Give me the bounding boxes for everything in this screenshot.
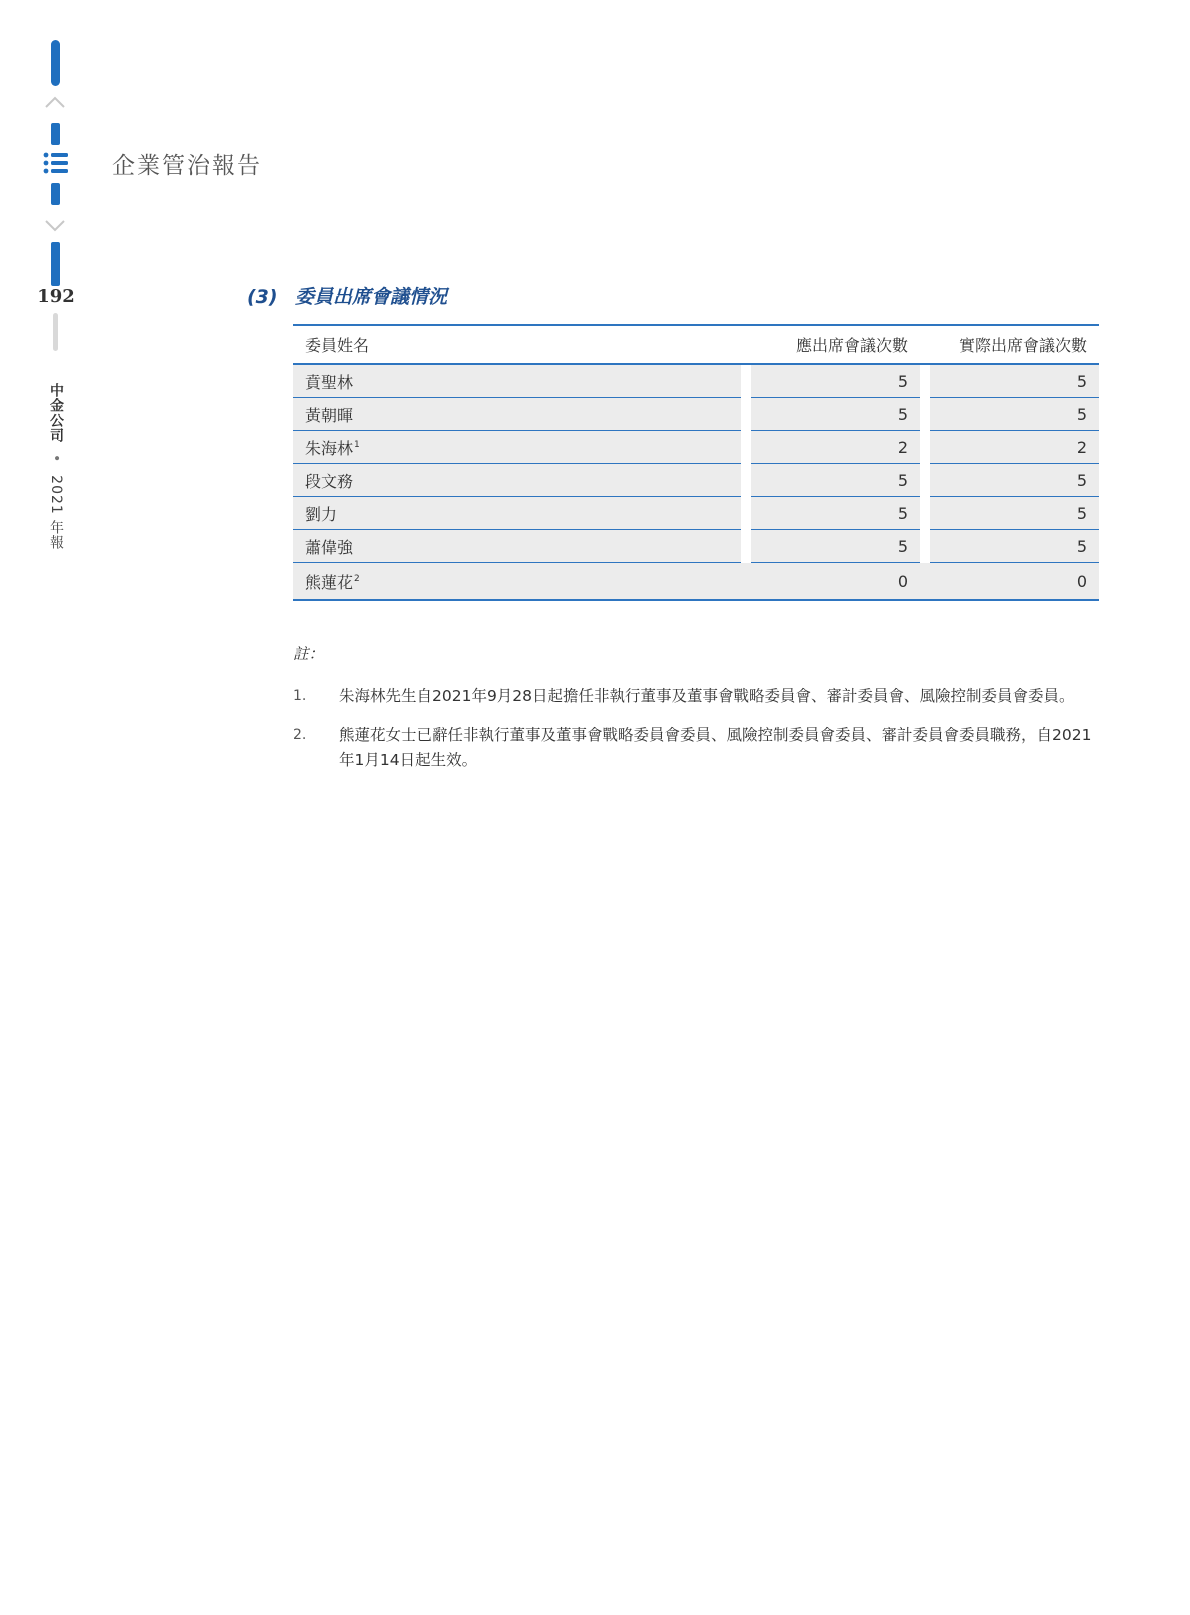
column-gap <box>920 497 930 530</box>
member-name: 熊蓮花 <box>305 572 354 592</box>
column-gap <box>741 530 751 563</box>
member-name: 賁聖林 <box>305 372 354 392</box>
nav-bar-segment <box>51 183 60 205</box>
required-count-cell: 5 <box>751 398 920 431</box>
member-name-cell <box>293 431 741 464</box>
column-gap <box>741 324 751 365</box>
attended-count-cell: 5 <box>930 365 1099 398</box>
navigation-rail <box>0 0 110 1615</box>
required-count-cell: 5 <box>751 365 920 398</box>
column-header-name: 委員姓名 <box>293 324 741 365</box>
column-gap <box>741 563 751 601</box>
attended-count-cell: 5 <box>930 398 1099 431</box>
nav-bar-segment <box>51 123 60 145</box>
member-name-cell <box>293 464 741 497</box>
column-gap <box>920 324 930 365</box>
chevron-down-icon[interactable] <box>44 214 66 236</box>
member-name: 朱海林 <box>305 438 354 458</box>
member-name: 黃朝暉 <box>305 405 354 425</box>
side-year: 2021 年報 <box>48 475 64 551</box>
required-count-cell: 5 <box>751 530 920 563</box>
page-title: 企業管治報告 <box>112 153 262 179</box>
column-gap <box>920 464 930 497</box>
table-row <box>293 431 1099 464</box>
member-name-cell <box>293 365 741 398</box>
note-text: 朱海林先生自2021年9月28日起擔任非執行董事及董事會戰略委員會、審計委員會、風險控制委員會委員。 <box>339 687 1075 705</box>
column-gap <box>741 431 751 464</box>
column-gap <box>920 530 930 563</box>
attended-count-cell: 5 <box>930 497 1099 530</box>
member-name: 段文務 <box>305 471 354 491</box>
nav-progress-track <box>53 313 58 351</box>
column-gap <box>741 497 751 530</box>
column-gap <box>741 398 751 431</box>
footnote-marker: 1 <box>354 440 360 451</box>
attended-count-cell: 5 <box>930 530 1099 563</box>
note-index: 2. <box>293 727 307 743</box>
notes-section <box>293 642 1103 787</box>
notes-title: 註： <box>293 645 325 663</box>
attended-count-cell: 5 <box>930 464 1099 497</box>
member-name-cell <box>293 530 741 563</box>
section-title: 委員出席會議情況 <box>295 286 448 308</box>
column-gap <box>741 464 751 497</box>
column-gap <box>920 365 930 398</box>
table-header-row <box>293 324 1099 365</box>
column-gap <box>741 365 751 398</box>
column-gap <box>920 563 930 601</box>
table-row <box>293 497 1099 530</box>
table-row <box>293 464 1099 497</box>
member-name-cell <box>293 497 741 530</box>
member-name: 蕭偉強 <box>305 537 354 557</box>
table-row <box>293 365 1099 398</box>
column-header-attended: 實際出席會議次數 <box>930 324 1099 365</box>
section-number: (3) <box>247 286 278 308</box>
member-name-cell <box>293 398 741 431</box>
note-item <box>293 723 1103 773</box>
menu-list-icon[interactable] <box>43 151 69 175</box>
footnote-marker: 2 <box>354 574 360 585</box>
nav-bar-top <box>51 40 60 86</box>
column-header-required: 應出席會議次數 <box>751 324 920 365</box>
note-item <box>293 684 1103 709</box>
table-row <box>293 530 1099 563</box>
attendance-table <box>293 324 1099 601</box>
note-index: 1. <box>293 688 307 704</box>
member-name-cell <box>293 563 741 601</box>
side-brand: 中金公司 <box>48 383 64 443</box>
attended-count-cell: 0 <box>930 563 1099 601</box>
required-count-cell: 5 <box>751 497 920 530</box>
chevron-up-icon[interactable] <box>44 92 66 114</box>
table-row <box>293 563 1099 601</box>
section-heading <box>247 282 447 309</box>
note-text: 熊蓮花女士已辭任非執行董事及董事會戰略委員會委員、風險控制委員會委員、審計委員會委員職務，自2021年1月14日起生效。 <box>339 726 1092 769</box>
page-number: 192 <box>37 286 75 307</box>
member-name: 劉力 <box>305 504 338 524</box>
required-count-cell: 2 <box>751 431 920 464</box>
side-dot: • <box>48 454 64 464</box>
attended-count-cell: 2 <box>930 431 1099 464</box>
column-gap <box>920 398 930 431</box>
table-row <box>293 398 1099 431</box>
required-count-cell: 5 <box>751 464 920 497</box>
nav-bar-bottom <box>51 242 60 286</box>
column-gap <box>920 431 930 464</box>
side-caption <box>46 383 66 550</box>
required-count-cell: 0 <box>751 563 920 601</box>
